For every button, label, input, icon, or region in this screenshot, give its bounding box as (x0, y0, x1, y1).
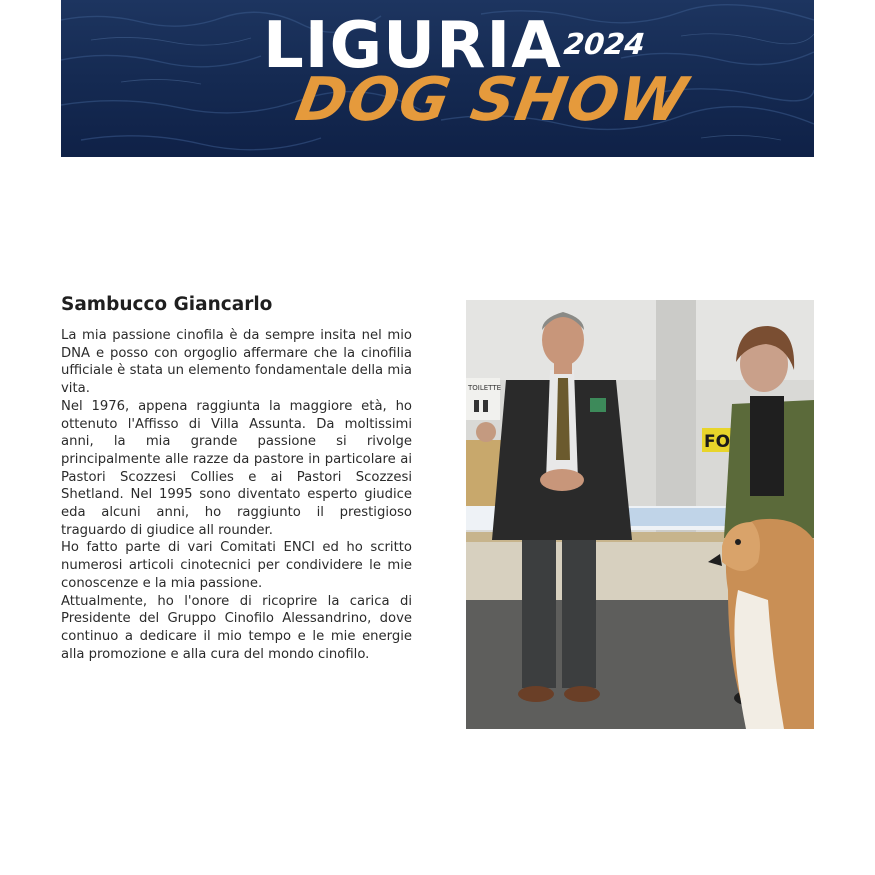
judge-name: Sambucco Giancarlo (61, 294, 273, 315)
toilette-sign: TOILETTE (468, 384, 502, 392)
bio-paragraph: La mia passione cinofila è da sempre insita nel mio DNA e posso con orgoglio affermare che la cinofilia ufficiale è stata un elemento fondamentale della mia vita. (61, 328, 412, 397)
bio-paragraph: Nel 1976, appena raggiunta la maggiore età, ho ottenuto l'Affisso di Villa Assunta. Da moltissimi anni, la mia grande passione si rivolge principalmente alle razze da pastore in particolare ai Pastori Scozzesi Collies e ai Pastori Scozzesi Shetland. Nel 1995 sono diventato esperto giudice eda alcuni anni, ho raggiunto il prestigioso traguardo di giudice all rounder. (61, 398, 412, 538)
title-year: 2024 (562, 27, 647, 61)
judge-with-collie-illustration (466, 300, 814, 729)
judge-biography (61, 327, 412, 663)
title-liguria: LIGURIA (263, 9, 562, 83)
header-banner (61, 0, 814, 157)
fo-sign: FO (704, 432, 731, 452)
title-dog-show: DOG SHOW (290, 65, 693, 135)
bio-paragraph: Ho fatto parte di vari Comitati ENCI ed ho scritto numerosi articoli cinotecnici per condividere le mie conoscenze e la mia passione. (61, 540, 412, 591)
bio-paragraph: Attualmente, ho l'onore di ricoprire la carica di Presidente del Gruppo Cinofilo Alessandrino, dove continuo a dedicare il mio tempo e le mie energie alla promozione e alla cura del mondo cinofilo. (61, 593, 412, 662)
judge-photo (466, 300, 814, 729)
